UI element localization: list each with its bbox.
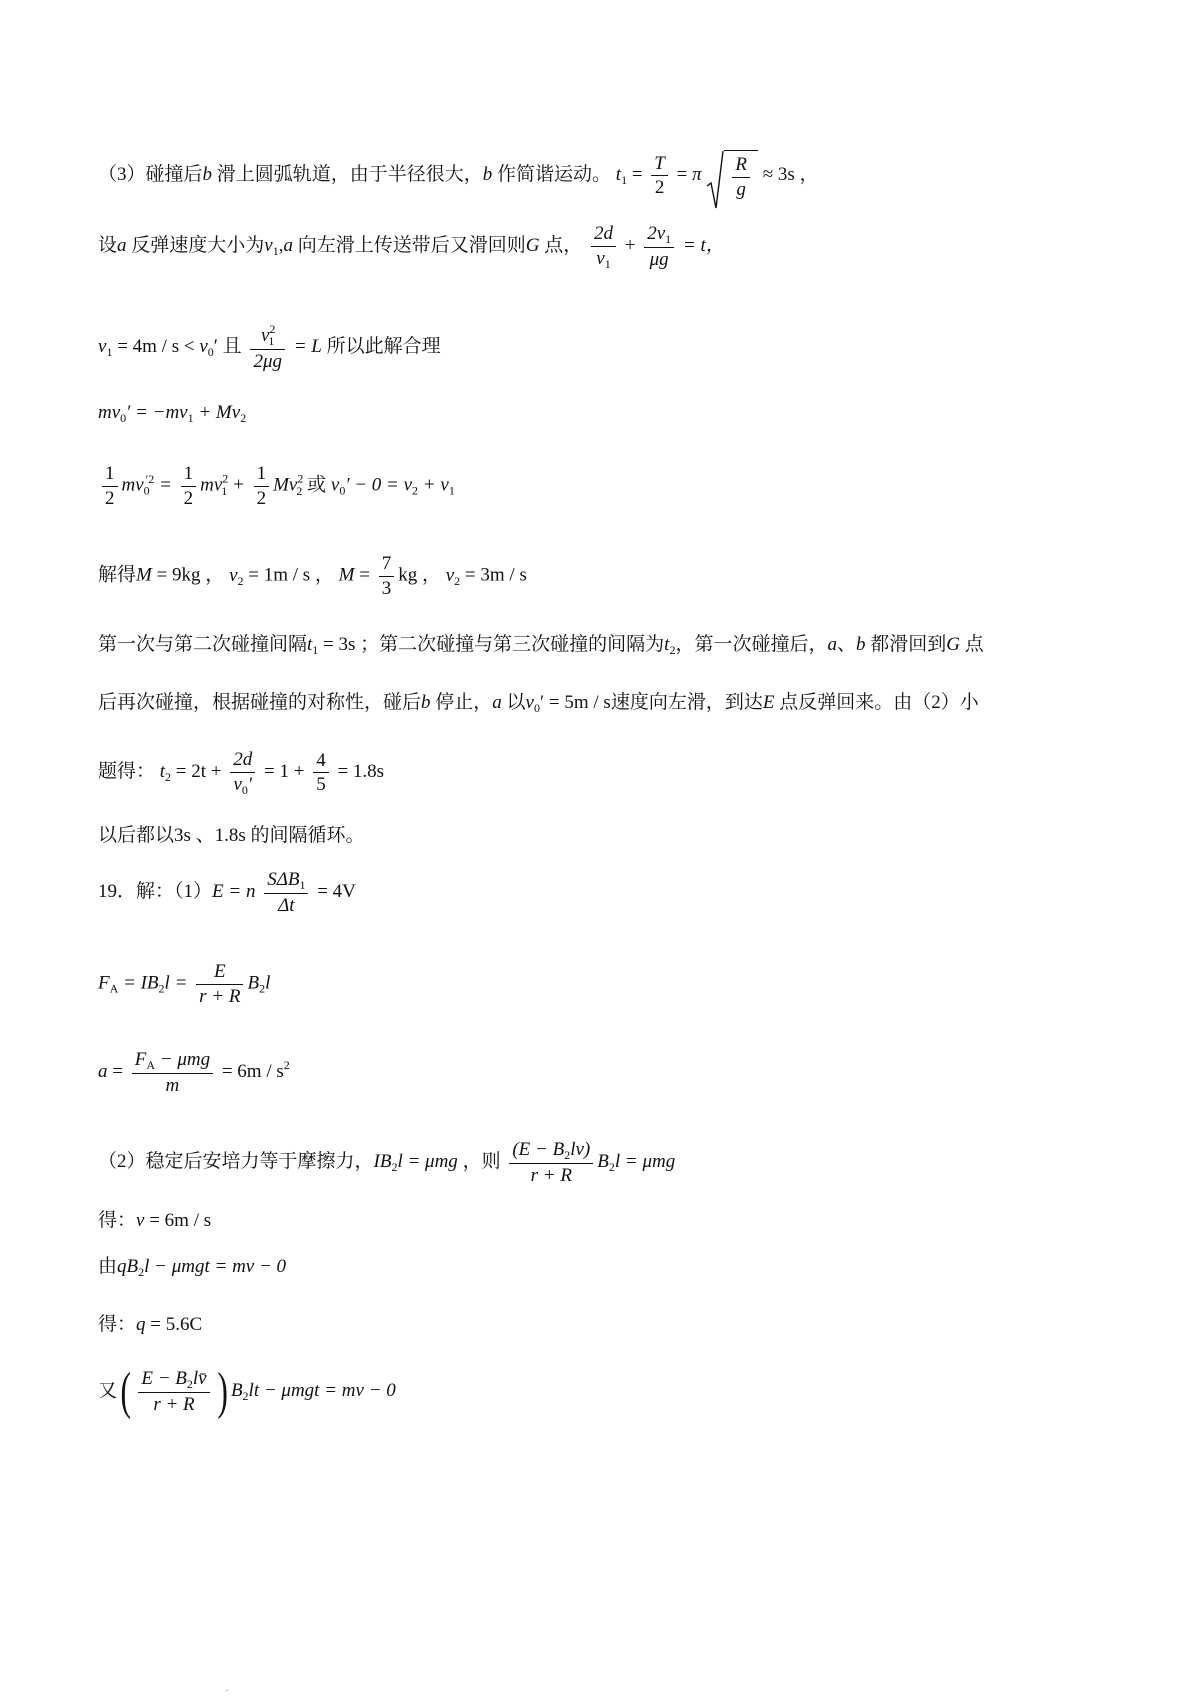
momentum-equation: $mv_0' = -mv_1 + Mv_2$ <box>98 402 247 425</box>
text: 反弹速度大小为 <box>126 235 265 257</box>
pi-symbol: π <box>692 164 702 186</box>
text: 作简谐运动。 <box>492 164 612 186</box>
acceleration: a = $\frac{F_A - \mu mg}{m}$ = $6m / s^2$ <box>98 1049 290 1096</box>
footer-mark: . <box>226 1683 229 1694</box>
sqrt-R-over-g: $\frac{R}{g}$ <box>706 150 758 202</box>
var-b: b <box>202 164 213 186</box>
solution-line-3-intro: （3）碰撞后b 滑上圆弧轨道，由于半径很大，b 作简谐运动。 $t_1$ = $\frac{T}{2}$ = π $\frac{R}{g}$ ≈ 3s ， <box>98 150 819 202</box>
question-19-emf: 19．解：（1）E = n $\frac{S\Delta B_1}{\Delta t}$ = 4V <box>98 869 356 916</box>
steady-state: （2）稳定后安培力等于摩擦力，$IB_2l = \mu mg$ ，则 $\frac{(E - B_2lv)}{r + R}$ $B_2l = \mu mg$ <box>98 1139 676 1186</box>
ampere-force: $F_A = IB_2l$ = $\frac{E}{r + R}$ $B_2l$ <box>98 961 271 1007</box>
t2-result: 题得： $t_2 = 2t$ + $\frac{2d}{v_0'}$ = 1 + $\frac{4}{5}$ = 1.8s <box>98 749 385 797</box>
impulse-equation: 由$qB_2l - \mu mgt$ = mv − 0 <box>98 1256 287 1279</box>
solution-line-v1 <box>98 322 441 374</box>
collision-symmetry-text: 后再次碰撞，根据碰撞的对称性，碰后b 停止，a 以$v_0' = 5m / s$速度向左滑，到达E 点反弹回来。由（2）小 <box>98 692 979 715</box>
var-G: G <box>525 235 540 257</box>
average-velocity-equation: 又( $\frac{E - B_2lv̄}{r + R}$ ) $B_2lt - \mu mgt$ = mv − 0 <box>98 1363 396 1420</box>
fraction-2d-over-v1: $\frac{2d}{v_1}$ <box>591 222 616 272</box>
fraction-v1sq-over-2mug: $\frac{v^2_1}{2\mu g}$ <box>250 322 285 374</box>
var-a: a <box>283 235 293 257</box>
radical-icon <box>706 150 724 210</box>
energy-equation: $\frac{1}{2}$ $mv_0^{'2}$ = $\frac{1}{2}$ $mv^2_1$ + $\frac{1}{2}$ $Mv^2_2$ 或 $v_0' - 0 = v_2 + v_1$ <box>98 462 455 511</box>
formula-t1: $t_1$ <box>615 164 628 188</box>
text: 滑上圆弧轨道，由于半径很大， <box>212 164 483 186</box>
var-v1: $v_1$ <box>264 235 279 259</box>
text: 点， <box>539 235 583 257</box>
text: （3）碰撞后 <box>98 164 203 186</box>
solution-results: 解得M = 9kg ， $v_2 = 1m / s$ ， M = $\frac{7}{3}$ kg ， $v_2 = 3m / s$ <box>98 553 527 599</box>
fraction-2v1-over-mug: $\frac{2v_1}{\mu g}$ <box>644 222 674 272</box>
text: = L <box>293 336 322 358</box>
collision-intervals-text: 第一次与第二次碰撞间隔$t_1 = 3s$ ；第二次碰撞与第三次碰撞的间隔为$t_2$，第一次碰撞后，a、b 都滑回到G 点 <box>98 634 984 657</box>
var-b: b <box>482 164 493 186</box>
text: 所以此解合理 <box>321 336 441 358</box>
text: ≈ 3s ， <box>762 164 819 186</box>
var-v1: $v_1$ <box>98 336 113 360</box>
text: ′ 且 <box>213 336 242 358</box>
text: 设 <box>98 235 118 257</box>
solution-line-rebound: 设a 反弹速度大小为$v_1,a$ 向左滑上传送带后又滑回则G 点， $\frac{2d}{v_1}$ + $\frac{2v_1}{\mu g}$ = t， <box>98 223 725 271</box>
velocity-result: 得：v = 6m / s <box>98 1210 212 1231</box>
cycle-text: 以后都以3s 、1.8s 的间隔循环。 <box>98 825 365 846</box>
text: = 4m / s < <box>117 336 195 358</box>
text: = t， <box>682 235 725 257</box>
fraction-T-over-2: $\frac{T}{2}$ <box>651 152 668 201</box>
charge-result: 得：q = 5.6C <box>98 1314 203 1335</box>
text: 向左滑上传送带后又滑回则 <box>292 235 526 257</box>
var-a: a <box>117 235 127 257</box>
var-v0: $v_0$ <box>199 336 214 360</box>
text: , <box>278 235 284 257</box>
